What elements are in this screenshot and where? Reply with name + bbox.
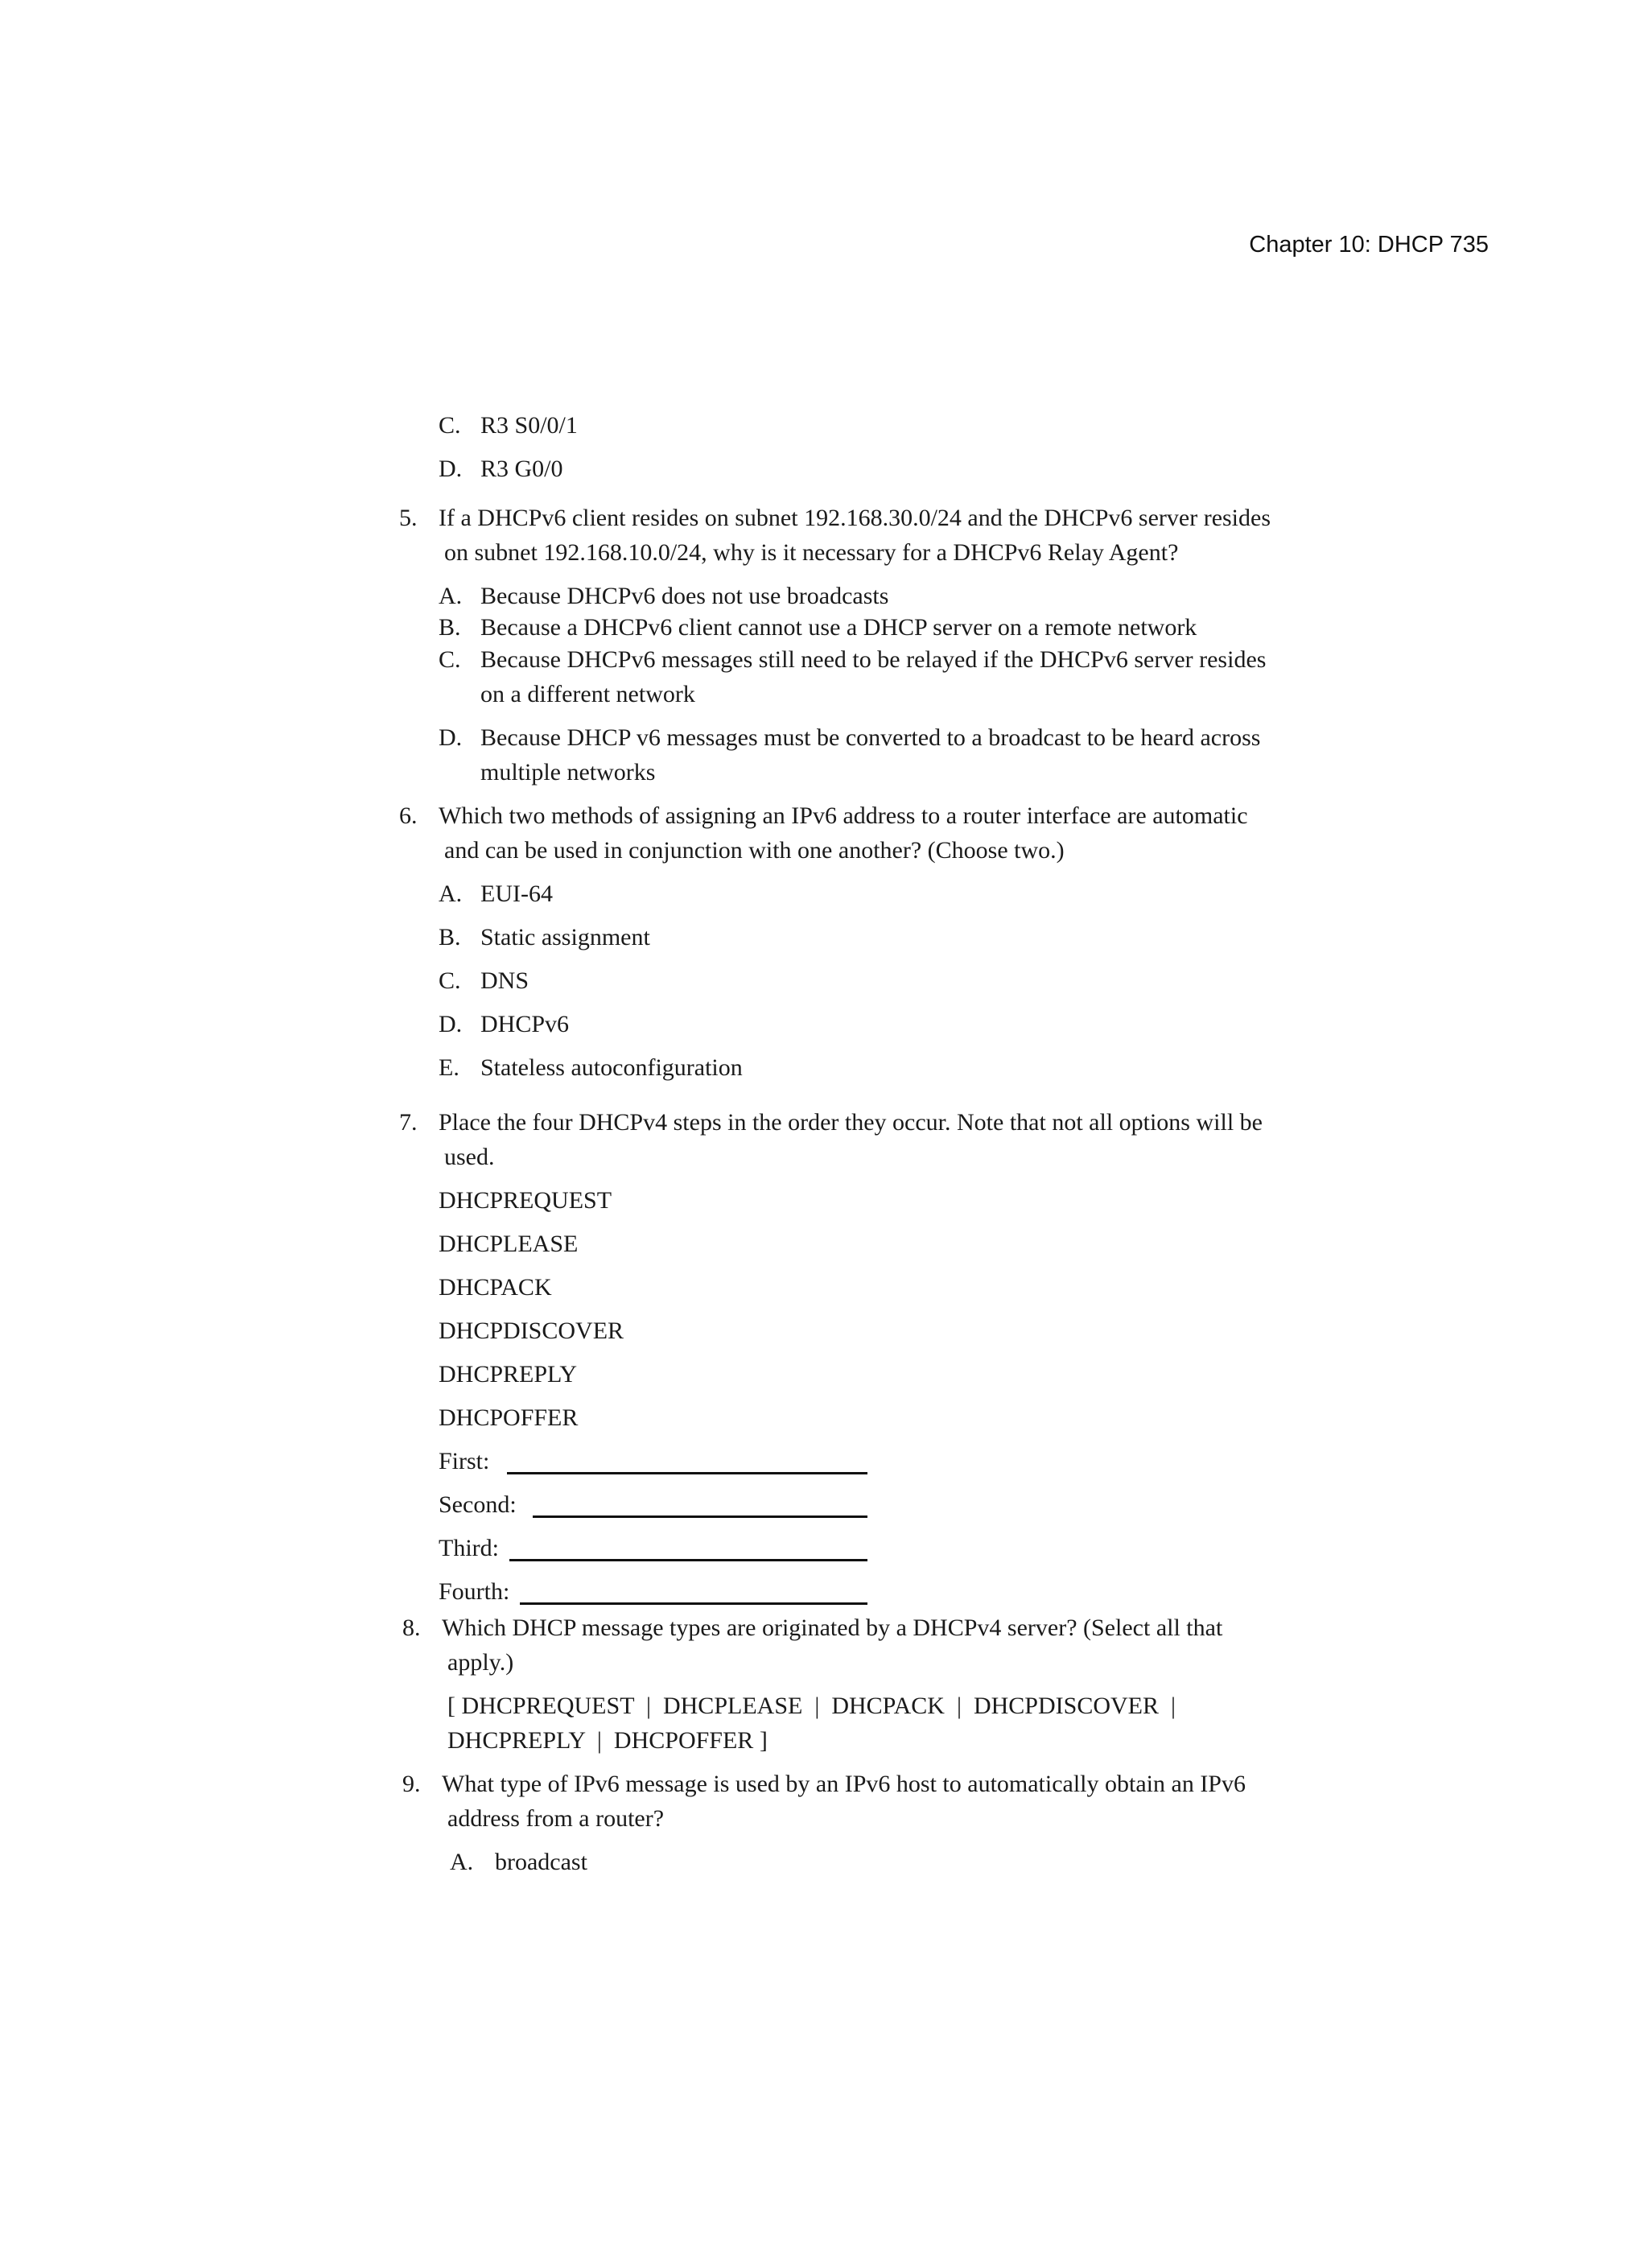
question-number: 6. (399, 802, 418, 829)
ordering-item: DHCPREPLY (439, 1361, 578, 1388)
blank-label-first: First: (439, 1448, 490, 1474)
question-text: and can be used in conjunction with one another? (Choose two.) (444, 837, 1065, 864)
select-choices: DHCPREPLY | DHCPOFFER ] (447, 1727, 768, 1754)
option-text: multiple networks (480, 759, 656, 786)
ordering-item: DHCPACK (439, 1274, 552, 1301)
option-text: on a different network (480, 681, 695, 707)
option-text: Because DHCPv6 does not use broadcasts (480, 583, 889, 609)
option-text: Because DHCP v6 messages must be converted to a broadcast to be heard across (480, 724, 1261, 751)
question-text: apply.) (447, 1649, 514, 1676)
question-text: Which DHCP message types are originated by a DHCPv4 server? (Select all that (442, 1614, 1223, 1641)
option-letter: C. (439, 412, 461, 439)
option-letter: D. (439, 1011, 463, 1037)
option-letter: B. (439, 924, 461, 950)
option-letter: B. (439, 614, 461, 641)
question-number: 8. (402, 1614, 421, 1641)
option-letter: A. (439, 583, 463, 609)
option-letter: D. (439, 724, 463, 751)
ordering-item: DHCPREQUEST (439, 1187, 612, 1214)
option-text: Stateless autoconfiguration (480, 1054, 743, 1081)
answer-blank-fourth[interactable] (520, 1602, 867, 1605)
question-text: used. (444, 1144, 495, 1170)
answer-blank-second[interactable] (533, 1515, 867, 1518)
question-text: Which two methods of assigning an IPv6 address to a router interface are automatic (439, 802, 1248, 829)
option-letter: D. (439, 456, 463, 482)
option-text: broadcast (495, 1849, 587, 1875)
ordering-item: DHCPDISCOVER (439, 1318, 624, 1344)
option-text: Because a DHCPv6 client cannot use a DHCP server on a remote network (480, 614, 1197, 641)
question-number: 9. (402, 1771, 421, 1797)
answer-blank-third[interactable] (509, 1559, 867, 1561)
select-choices: [ DHCPREQUEST | DHCPLEASE | DHCPACK | DHCPDISCOVER | (447, 1693, 1176, 1719)
option-text: Because DHCPv6 messages still need to be relayed if the DHCPv6 server resides (480, 646, 1267, 673)
question-text: If a DHCPv6 client resides on subnet 192.168.30.0/24 and the DHCPv6 server resides (439, 505, 1271, 531)
blank-label-fourth: Fourth: (439, 1578, 510, 1605)
option-letter: E. (439, 1054, 459, 1081)
answer-blank-first[interactable] (507, 1472, 867, 1474)
blank-label-third: Third: (439, 1535, 499, 1561)
ordering-item: DHCPOFFER (439, 1404, 579, 1431)
option-text: DNS (480, 967, 529, 994)
option-text: DHCPv6 (480, 1011, 570, 1037)
option-letter: A. (439, 880, 463, 907)
option-letter: C. (439, 646, 461, 673)
option-letter: A. (450, 1849, 474, 1875)
question-number: 7. (399, 1109, 418, 1136)
question-text: What type of IPv6 message is used by an IPv6 host to automatically obtain an IPv6 (442, 1771, 1246, 1797)
option-text: Static assignment (480, 924, 650, 950)
question-text: address from a router? (447, 1805, 665, 1832)
running-header: Chapter 10: DHCP 735 (1249, 232, 1489, 258)
option-text: R3 G0/0 (480, 456, 563, 482)
option-text: EUI-64 (480, 880, 553, 907)
question-text: on subnet 192.168.10.0/24, why is it necessary for a DHCPv6 Relay Agent? (444, 539, 1179, 566)
blank-label-second: Second: (439, 1491, 517, 1518)
ordering-item: DHCPLEASE (439, 1231, 579, 1257)
option-text: R3 S0/0/1 (480, 412, 578, 439)
option-letter: C. (439, 967, 461, 994)
question-number: 5. (399, 505, 418, 531)
question-text: Place the four DHCPv4 steps in the order they occur. Note that not all options will be (439, 1109, 1263, 1136)
